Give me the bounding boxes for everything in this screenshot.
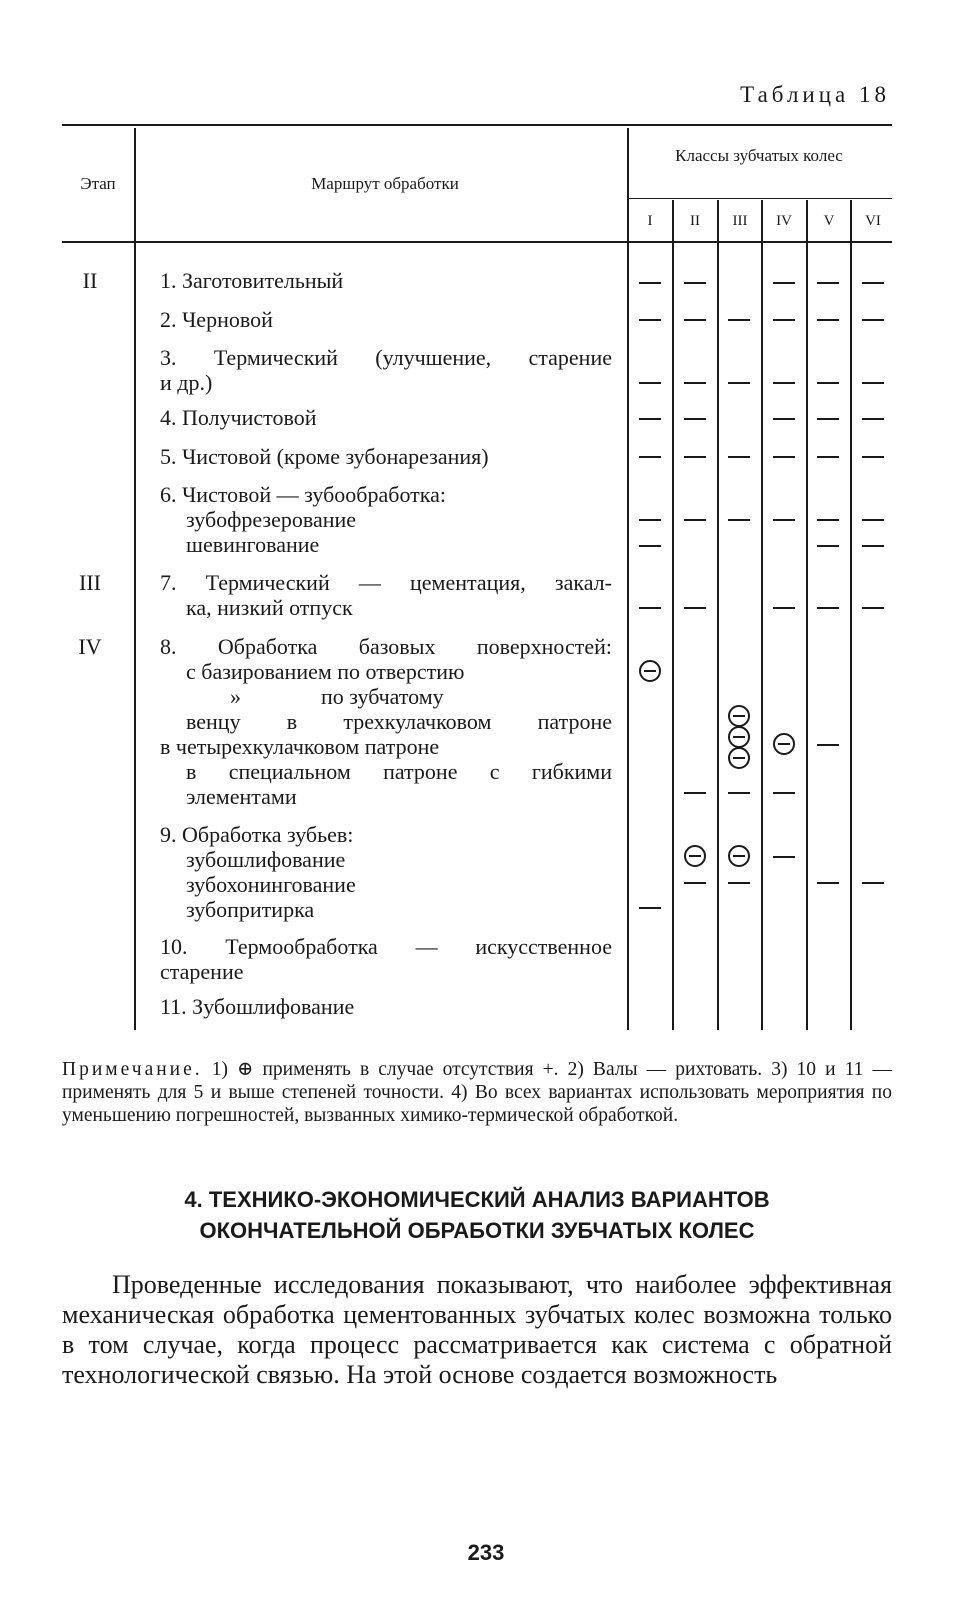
header-class-3: III	[732, 213, 748, 229]
route-text: 8. Обработка базовых поверхностей:	[160, 634, 612, 659]
stage-label: II	[82, 268, 98, 293]
route-op-9	[160, 822, 612, 922]
cell-dash	[728, 882, 750, 884]
route-text: 1. Заготовительный	[160, 268, 344, 293]
cell-dash	[639, 282, 661, 284]
circled-minus-mark	[728, 705, 750, 727]
route-op-6	[160, 482, 612, 557]
route-text: 10. Термообработка — искусственное	[160, 934, 612, 959]
cell-dash	[684, 456, 706, 458]
cell-dash	[862, 882, 884, 884]
route-text: старение	[160, 959, 244, 984]
cell-dash	[817, 319, 839, 321]
route-text: 2. Черновой	[160, 307, 273, 332]
ditto-mark: »	[230, 684, 241, 709]
route-text: зубохонингование	[186, 872, 356, 897]
section-title	[62, 1184, 892, 1246]
cell-dash	[862, 282, 884, 284]
cell-dash	[684, 382, 706, 384]
cell-dash	[862, 519, 884, 521]
cell-dash	[684, 882, 706, 884]
route-text: зубопритирка	[186, 897, 315, 922]
page-number: 233	[467, 1540, 505, 1565]
cell-dash	[773, 456, 795, 458]
stage-label: IV	[78, 634, 102, 659]
route-text: с базированием по отверстию	[186, 659, 465, 684]
route-text: 6. Чистовой — зубообработка:	[160, 482, 447, 507]
class-divider-4	[806, 200, 808, 1030]
cell-dash	[862, 607, 884, 609]
cell-dash	[773, 418, 795, 420]
route-op-5	[160, 444, 612, 469]
cell-dash	[817, 519, 839, 521]
table-caption: Таблица 18	[740, 82, 890, 107]
route-text-ditto-line	[160, 684, 612, 709]
header-class-6: VI	[865, 213, 881, 229]
cell-dash	[817, 545, 839, 547]
route-op-10	[160, 934, 612, 984]
cell-dash	[773, 856, 795, 858]
cell-dash	[639, 456, 661, 458]
route-text: в специальном патроне с гибкими	[186, 759, 612, 784]
cell-dash	[684, 282, 706, 284]
cell-dash	[728, 319, 750, 321]
cell-dash	[728, 456, 750, 458]
circled-minus-mark	[773, 733, 795, 755]
circled-minus-mark	[684, 845, 706, 867]
route-text: в четырехкулачковом патроне	[160, 734, 440, 759]
cell-dash	[773, 519, 795, 521]
header-class-4: IV	[776, 213, 792, 229]
route-text: 5. Чистовой (кроме зубонарезания)	[160, 444, 489, 469]
route-op-7	[160, 570, 612, 620]
route-text: шевингование	[186, 532, 320, 557]
cell-dash	[862, 418, 884, 420]
circled-minus-mark	[639, 660, 661, 682]
header-class-5: V	[823, 213, 835, 229]
stage-column-divider	[134, 128, 136, 1030]
route-text: по зубчатому	[321, 684, 444, 709]
cell-dash	[862, 382, 884, 384]
cell-dash	[862, 456, 884, 458]
note-head: Примечание.	[62, 1059, 203, 1080]
route-op-11	[160, 994, 612, 1019]
header-stage: Этап	[80, 174, 116, 193]
cell-dash	[862, 545, 884, 547]
cell-dash	[639, 382, 661, 384]
route-text: 11. Зубошлифование	[160, 994, 355, 1019]
cell-dash	[684, 519, 706, 521]
cell-dash	[773, 382, 795, 384]
cell-dash	[728, 792, 750, 794]
cell-dash	[639, 545, 661, 547]
circled-minus-mark	[728, 747, 750, 769]
note-text: 1) ⊕ применять в случае отсутствия +. 2) Валы — рихтовать. 3) 10 и 11 — применять для 5 и выше степеней точности. 4) Во всех вариантах использовать мероприятия по уменьшению погрешностей, вызванных химико-термической обработкой.	[62, 1059, 892, 1126]
cell-dash	[817, 607, 839, 609]
cell-dash	[684, 792, 706, 794]
class-divider-5	[850, 200, 852, 1030]
route-text: 4. Получистовой	[160, 405, 317, 430]
route-text: 3. Термический (улучшение, старение	[160, 345, 612, 370]
table-top-rule	[62, 124, 892, 126]
cell-dash	[639, 418, 661, 420]
header-class-2: II	[690, 213, 700, 229]
cell-dash	[639, 907, 661, 909]
circled-minus-mark	[728, 845, 750, 867]
route-text: зубофрезерование	[186, 507, 357, 532]
class-divider-3	[761, 200, 763, 1030]
route-text: 9. Обработка зубьев:	[160, 822, 354, 847]
body-paragraph: Проведенные исследования показывают, что наиболее эффективная механическая обработка цементованных зубчатых колес возможна только в том случае, когда процесс рассматривается как система с обратной технологической связью. На этой основе создается возможность	[62, 1270, 892, 1389]
cell-dash	[773, 607, 795, 609]
circled-minus-mark	[728, 726, 750, 748]
route-op-3	[160, 345, 612, 395]
route-op-1	[160, 268, 612, 293]
section-title-line: ОКОНЧАТЕЛЬНОЙ ОБРАБОТКИ ЗУБЧАТЫХ КОЛЕС	[199, 1218, 755, 1243]
cell-dash	[817, 418, 839, 420]
cell-dash	[728, 382, 750, 384]
cell-dash	[684, 418, 706, 420]
header-classes-title: Классы зубчатых колес	[675, 146, 843, 165]
route-op-8	[160, 634, 612, 809]
cell-dash	[684, 607, 706, 609]
route-op-2	[160, 307, 612, 332]
route-text: венцу в трехкулачковом патроне	[186, 709, 612, 734]
header-bottom-rule	[62, 241, 892, 243]
cell-dash	[639, 319, 661, 321]
cell-dash	[773, 319, 795, 321]
table-note	[62, 1058, 892, 1127]
route-op-4	[160, 405, 612, 430]
cell-dash	[728, 519, 750, 521]
header-route: Маршрут обработки	[311, 174, 459, 193]
class-divider-1	[672, 200, 674, 1030]
route-text: зубошлифование	[186, 847, 346, 872]
cell-dash	[817, 382, 839, 384]
cell-dash	[639, 519, 661, 521]
route-text: и др.)	[160, 370, 213, 395]
cell-dash	[639, 607, 661, 609]
stage-label: III	[79, 570, 101, 595]
cell-dash	[684, 319, 706, 321]
cell-dash	[773, 282, 795, 284]
classes-header-rule	[628, 198, 892, 199]
cell-dash	[817, 282, 839, 284]
route-text: 7. Термический — цементация, закал-	[160, 570, 612, 595]
cell-dash	[773, 792, 795, 794]
route-text: ка, низкий отпуск	[186, 595, 353, 620]
cell-dash	[817, 744, 839, 746]
section-title-line: 4. ТЕХНИКО-ЭКОНОМИЧЕСКИЙ АНАЛИЗ ВАРИАНТОВ	[184, 1187, 770, 1212]
header-class-1: I	[647, 213, 653, 229]
class-divider-2	[717, 200, 719, 1030]
route-column-divider	[627, 128, 629, 1030]
cell-dash	[862, 319, 884, 321]
cell-dash	[817, 882, 839, 884]
cell-dash	[817, 456, 839, 458]
route-text: элементами	[186, 784, 297, 809]
